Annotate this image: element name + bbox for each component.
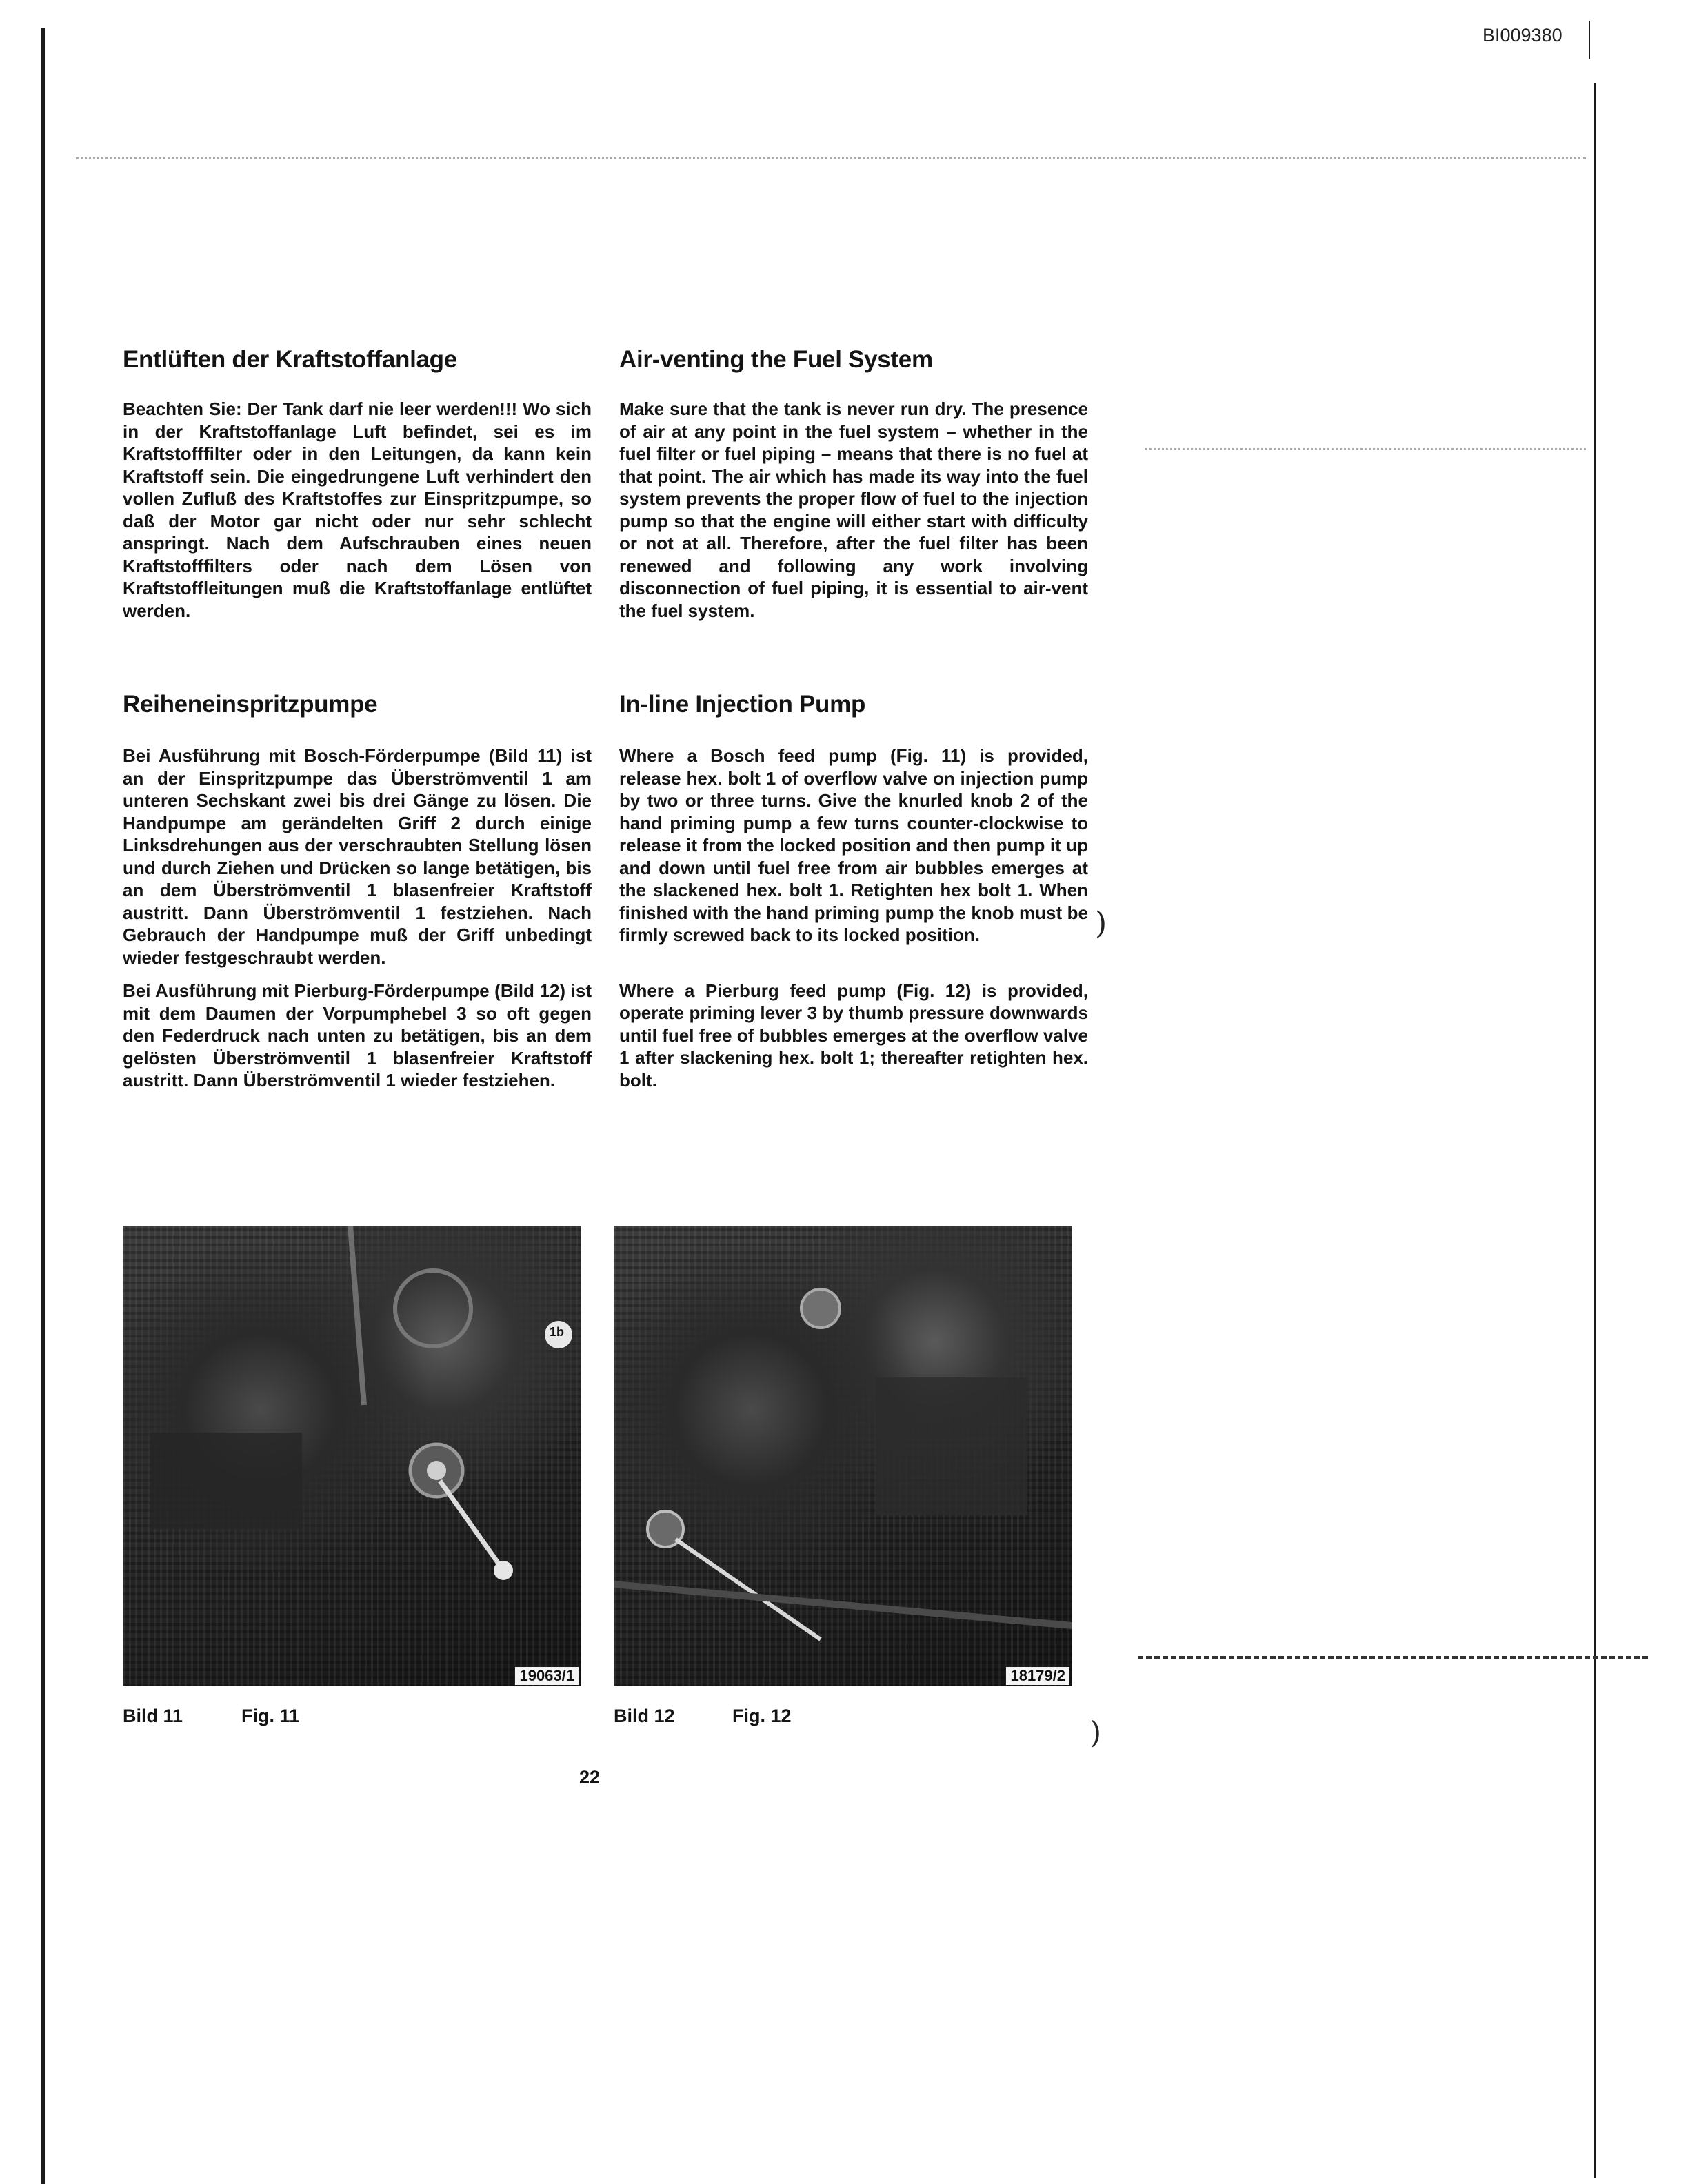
german-section2-para2: Bei Ausführung mit Pierburg-Förderpumpe (Bild 12) ist mit dem Daumen der Vorpumphebel 3 so oft gegen den Federdruck nach unten zu betätigen, bis an dem gelösten Überströmventil 1 blasenfreier Kraftstoff austritt. Dann Überströmventil 1 wieder festziehen. <box>123 980 592 1091</box>
english-section1-body: Make sure that the tank is never run dry. The presence of air at any point in the fuel system – whether in the fuel filter or fuel piping – means that there is no fuel at that point. The air which has made its way into the fuel system prevents the proper flow of fuel to the injection pump so that the engine will either start with difficulty or not at all. Therefore, after the fuel filter has been renewed and following any work involving disconnection of fuel piping, it is essential to air-vent the fuel system. <box>619 398 1088 621</box>
figure-12-illustration <box>614 1226 1072 1686</box>
margin-bracket-lower: ) <box>1089 1715 1102 1750</box>
figure-11-marker: 1b <box>550 1325 565 1339</box>
figure-11-photo <box>123 1226 581 1686</box>
top-right-tick <box>1589 21 1590 59</box>
figure-11-code: 19063/1 <box>515 1667 579 1685</box>
english-column <box>619 346 1088 622</box>
german-section2-title: Reiheneinspritzpumpe <box>123 691 378 718</box>
german-section2-para1: Bei Ausführung mit Bosch-Förderpumpe (Bild 11) ist an der Einspritzpumpe das Überströmventil 1 am unteren Sechskant zwei bis drei Gänge zu lösen. Die Handpumpe am gerändelten Griff 2 durch einige Linksdrehungen aus der verschraubten Stellung lösen und durch Ziehen und Drücken so lange betätigen, bis an dem Überströmventil 1 blasenfreier Kraftstoff austritt. Dann Überströmventil 1 festziehen. Nach Gebrauch der Handpumpe muß der Griff unbedingt wieder festgeschraubt werden. <box>123 745 592 968</box>
margin-dotted-rule <box>1145 448 1586 450</box>
english-section2 <box>619 691 1088 1091</box>
margin-dashed-rule <box>1138 1656 1648 1659</box>
german-section1-body: Beachten Sie: Der Tank darf nie leer werden!!! Wo sich in der Kraftstoffanlage Luft befindet, sei es im Kraftstofffilter oder in den Leitungen, da kann kein Kraftstoff sein. Die eingedrungene Luft verhindert den vollen Zufluß des Kraftstoffes zur Einspritzpumpe, so daß der Motor gar nicht oder nur sehr schlecht anspringt. Nach dem Aufschrauben eines neuen Kraftstofffilters oder nach dem Lösen von Kraftstoffleitungen muß die Kraftstoffanlage entlüftet werden. <box>123 398 592 621</box>
figure-11-caption-en: Fig. 11 <box>241 1706 300 1726</box>
figure-11-illustration <box>123 1226 581 1686</box>
right-edge-line <box>1594 83 1596 2178</box>
figure-12-photo <box>614 1226 1072 1686</box>
top-dotted-rule <box>76 157 1586 159</box>
page-number: 22 <box>579 1767 601 1788</box>
german-column <box>123 346 592 622</box>
german-section1-title: Entlüften der Kraftstoffanlage <box>123 346 457 373</box>
english-section2-para2: Where a Pierburg feed pump (Fig. 12) is provided, operate priming lever 3 by thumb pressure downwards until fuel free of bubbles emerges at the overflow valve 1 after slackening hex. bolt 1; thereafter retighten hex. bolt. <box>619 980 1088 1091</box>
document-id: BI009380 <box>1483 25 1563 46</box>
figure-12-caption-de: Bild 12 <box>614 1706 675 1726</box>
figure-11-caption-de: Bild 11 <box>123 1706 183 1726</box>
left-binding-line <box>41 28 45 2184</box>
figure-12-code: 18179/2 <box>1006 1667 1069 1685</box>
english-section2-para1: Where a Bosch feed pump (Fig. 11) is provided, release hex. bolt 1 of overflow valve on injection pump by two or three turns. Give the knurled knob 2 of the hand priming pump a few turns counter-clockwise to release it from the locked position and then pump it up and down until fuel free from air bubbles emerges at the slackened hex. bolt 1. Retighten hex bolt 1. When finished with the hand priming pump the knob must be firmly screwed back to its locked position. <box>619 745 1088 945</box>
english-section1-title: Air-venting the Fuel System <box>619 346 933 373</box>
english-section2-title: In-line Injection Pump <box>619 691 866 718</box>
german-section2 <box>123 691 592 1092</box>
figure-12-caption-en: Fig. 12 <box>732 1706 792 1726</box>
margin-bracket-upper: ) <box>1095 906 1107 941</box>
